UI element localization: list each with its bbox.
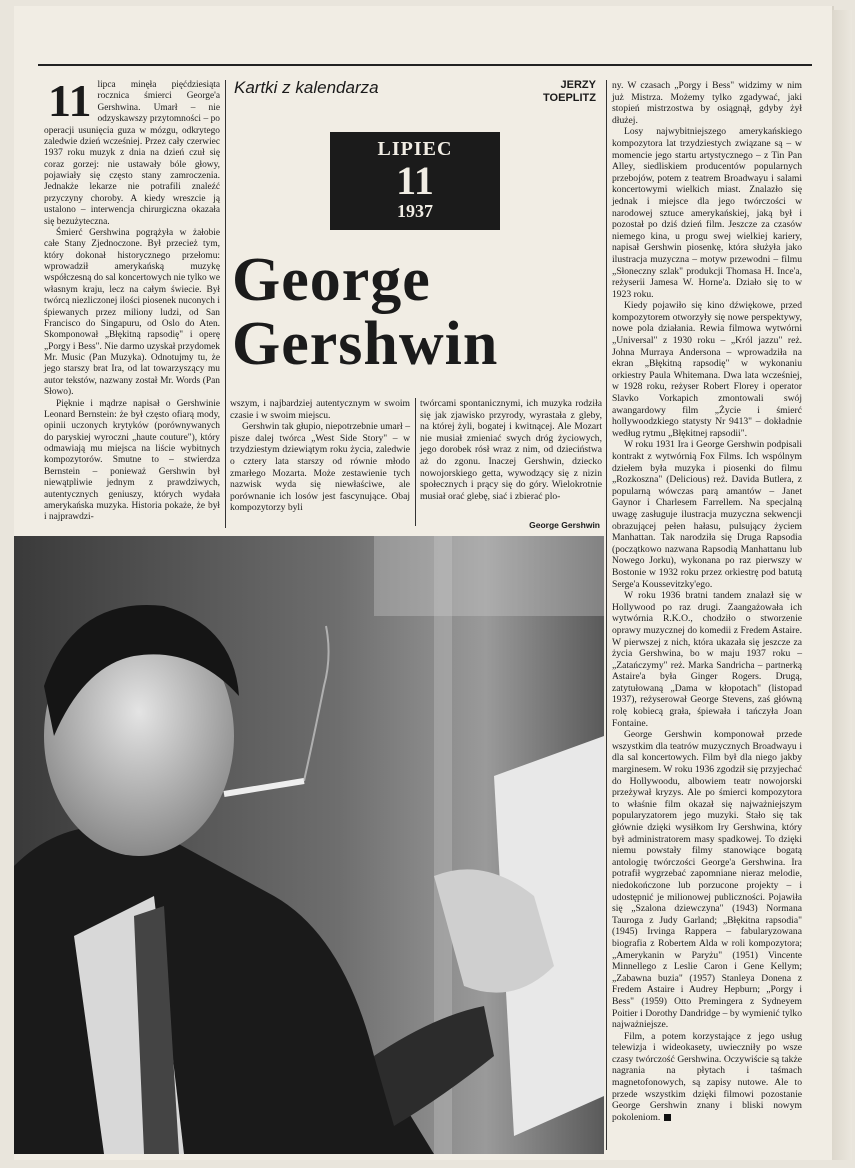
- column-rule: [415, 398, 416, 526]
- paragraph: lipca minęła pięćdziesiąta rocznica śmierci George'a Gershwina. Umarł – nie odzyskawszy przytomności – po operacji usunięcia guza w mózgu, odkrytego zaledwie dzień wcześniej. Przez cały czerwiec 1937 roku muzyk z dnia na dzień czuł się coraz gorzej: nie ustawały bóle głowy, pojawiały się często stany zamroczenia. Jednakże lekarze nie potrafili znaleźć przyczyny choroby. A kiedy wreszcie ją ustalono – interwencja chirurgiczna okazała się bezużyteczna.: [44, 80, 220, 227]
- paragraph: Gershwin tak głupio, niepotrzebnie umarł – pisze dalej twórca „West Side Story" – w trzydziestym dziewiątym roku życia, zaledwie o cztery lata starszy od równie młodo zmarłego Mozarta. Może zestawienie tych nazwisk wyda się niewłaściwe, ale porównanie ich losów jest fascynujące. Obaj kompozytorzy byli: [230, 421, 410, 514]
- date-month: LIPIEC: [377, 138, 453, 160]
- paragraph: Losy najwybitniejszego amerykańskiego kompozytora lat trzydziestych związane są – w momencie jego startu artystycznego – z Tin Pan Alley, siedliskiem producentów popularnych przebojów, potem z teatrem Broadwayu i salami koncertowymi wielkich miast. Znalazło się jednak i miejsce dla jego twórczości w narodowej sztuce amerykańskiej, jaką był i pozostał po dziś dzień film. Jeszcze za czasów niemego kina, u progu swej wielkiej kariery, napisał Gershwin piosenkę, która służyła jako ilustracja muzyczna – motyw przewodni – filmu „Słoneczny szlak" produkcji Thomasa H. Ince'a, reżyserii Jamesa W. Horne'a. Działo się to w 1923 roku.: [612, 126, 802, 300]
- headline-line1: George: [232, 246, 431, 314]
- article-column-4: [612, 80, 802, 1123]
- article-column-1: [44, 75, 220, 524]
- paragraph: wszym, i najbardziej autentycznym w swoim czasie i w swoim miejscu.: [230, 398, 410, 421]
- paragraph: W roku 1931 Ira i George Gershwin podpisali kontrakt z wytwórnią Fox Films. Ich wspólnym dziełem była muzyka i piosenki do filmu „Rozkoszna" (Delicious) reż. Davida Butlera, z popularną wówczas parą amantów – Janet Gaynor i Charlesem Farrellem. Na specjalną uwagę zasługuje ilustracja muzyczna sekwencji obrazującej pełen hałasu, pulsujący życiem Manhattan. Tak narodziła się Druga Rapsodia (początkowo nazwana Rapsodią Manhattanu lub Nowego Jorku), wykonana po raz pierwszy w Bostonie w 1932 roku przez orkiestrę pod batutą Serge'a Koussevitzky'ego.: [612, 439, 802, 590]
- paragraph: ny. W czasach „Porgy i Bess" widzimy w nim już Mistrza. Możemy tylko zgadywać, jaki stopień mistrzostwa by osiągnął, gdyby żył dłużej.: [612, 80, 802, 126]
- article-column-3: [420, 398, 602, 502]
- headline-line2: Gershwin: [232, 310, 499, 378]
- column-rule: [606, 80, 607, 1150]
- paragraph: Pięknie i mądrze napisał o Gershwinie Leonard Bernstein: że był często ofiarą mody, opinii uczonych krytyków (porównywanych do paryskiej wyroczni „haute couture"), który odmawiają mu miejsca na liście wybitnych kompozytorów. Smutne to – stwierdza Bernstein – ponieważ Gershwin był niewątpliwie jednym z prawdziwych, autentycznych geniuszy, których wydała amerykańska muzyka. Historia pokaże, że był i najprawdzi-: [44, 398, 220, 523]
- portrait-photo: [14, 536, 604, 1154]
- section-kicker: Kartki z kalendarza: [234, 78, 379, 97]
- paragraph: Kiedy pojawiło się kino dźwiękowe, przed kompozytorem otworzyły się nowe perspektywy, nowe pola działania. Rewia filmowa wytwórni „Universal" z 1930 roku – „Król jazzu" reż. Johna Murraya Andersona – wprowadziła na ekran „Błękitną rapsodię" w wykonaniu orkiestry Paula Whitemana. Dwa lata wcześniej, w 1928 roku, reżyser Robert Florey i operator Slavko Vorkapich zmontowali swój awangardowy film „Życie i śmierć hollywoodzkiego statysty Nr 9413" – dokładnie według rytmu „Błękitnej rapsodii".: [612, 300, 802, 439]
- paragraph-text: Film, a potem korzystające z jego usług telewizja i wideokasety, uwieczniły po wsze czasy twórczość Gershwina. Oczywiście są także nagrania na płytach i taśmach magnetofonowych, są zapisy nutowe. Ale to przede wszystkim dzięki filmowi pozostanie George Gershwin znany i bliski nowym pokoleniom.: [612, 1030, 802, 1123]
- end-mark-icon: [664, 1114, 671, 1121]
- drop-number: 11: [48, 75, 92, 126]
- column-rule: [225, 80, 226, 528]
- date-box: [330, 132, 500, 230]
- photo-caption: George Gershwin: [529, 520, 600, 530]
- photo-illustration: [14, 536, 604, 1154]
- page-edge: [832, 10, 852, 1160]
- headline: [232, 248, 498, 376]
- paragraph: Śmierć Gershwina pogrążyła w żałobie całe Stany Zjednoczone. Był przecież tym, który dokonał historycznego przełomu: wprowadził amerykańską muzykę współczesną do sal koncertowych nie tylko we własnym kraju, lecz na całym świecie. Był twórcą niezliczonej ilości piosenek nuconych i śpiewanych przez miliony ludzi, od San Francisco do Singapuru, od Oslo do Aten. Skomponował „Błękitną rapsodię" i operę „Porgy i Bess". Nie darmo uzyskał przydomek Mr. Music (Pan Muzyka). Odnotujmy tu, że jego starszy brat Ira, od lat towarzyszący mu autor tekstów, nazwany został Mr. Words (Pan Słowo).: [44, 227, 220, 398]
- paragraph: [612, 1031, 802, 1124]
- date-day: 11: [396, 158, 434, 203]
- paragraph: twórcami spontanicznymi, ich muzyka rodziła się jak zjawisko przyrody, wyrastała z gleby, na której żyli, bogatej i kwitnącej. Ale Mozart nie musiał zmieniać swych dróg życiowych, jego dorobek rósł wraz z nim, od dzieciństwa aż do zgonu. Inaczej Gershwin, dziecko nowojorskiego getta, wywodzący się z nizin społecznych i prący się do góry. Wielokrotnie musiał orać glebę, siać i zbierać plo-: [420, 398, 602, 502]
- date-year: 1937: [397, 201, 433, 221]
- top-rule: [38, 64, 812, 66]
- paragraph: W roku 1936 bratni tandem znalazł się w Hollywood po raz drugi. Zaangażowała ich wytwórnia R.K.O., chodziło o stworzenie oprawy muzycznej do komedii z Fredem Astaire. W pierwszej z nich, która ukazała się jeszcze za życia Gershwina, bo w maju 1937 roku – „Zatańczymy" reż. Marka Sandricha – partnerką Astaire'a była Ginger Rogers. Drugą, zatytułowaną „Dama w kłopotach" (listopad 1937), reżyserował George Stevens, zaś główną rolę kobiecą grała, śpiewała i tańczyła Joan Fontaine.: [612, 590, 802, 729]
- author-byline: JERZY TOEPLITZ: [543, 79, 596, 104]
- paragraph: George Gershwin komponował przede wszystkim dla teatrów muzycznych Broadwayu i dla sal koncertowych. Film był dla niego jakby marginesem. W roku 1936 zgodził się przyjechać do Hollywoodu, albowiem teatr nowojorski przeżywał kryzys. Ale po śmierci kompozytora to właśnie film okazał się najważniejszym popularyzatorem jego muzyki. Stało się tak głównie dzięki wysiłkom Iry Gershwina, który był administratorem masy spadkowej. To dzięki niemu powstały filmy stanowiące bogatą antologię twórczości George'a Gershwina. Ira potrafił wygrzebać zapomniane nieraz melodie, niedokończone lub porzucone projekty – i udostępnić je milionowej publiczności. Pojawiła się „Szalona dziewczyna" (1943) Normana Tauroga z Judy Garland; „Błękitna rapsodia" (1945) Irvinga Rappera – fabularyzowana biografia z Robertem Alda w roli kompozytora; „Amerykanin w Paryżu" (1951) Vincente Minnellego z Leslie Caron i Gene Kellym; „Zabawna buzia" (1957) Stanleya Donena z Fredem Astaire i Audrey Hepburn; „Porgy i Bess" (1959) Otto Premingera z Sydneyem Poitier i Dorothy Dandridge – by wymienić tylko najważniejsze.: [612, 729, 802, 1031]
- article-column-2: [230, 398, 410, 514]
